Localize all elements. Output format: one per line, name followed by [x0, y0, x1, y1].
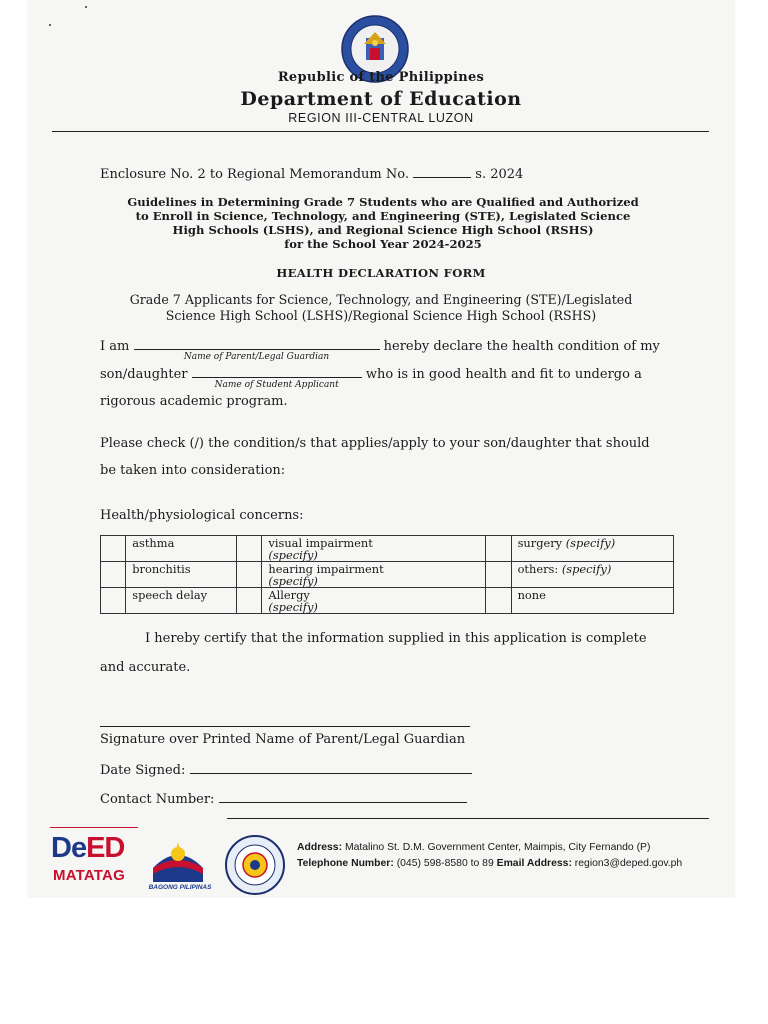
applicants-subtitle — [107, 292, 655, 324]
surgery-checkbox[interactable] — [486, 536, 511, 562]
department-heading: Department of Education — [240, 88, 522, 110]
title-line: High Schools (LSHS), and Regional Science High School (RSHS) — [172, 223, 594, 237]
son-daughter-label: son/daughter — [100, 367, 188, 382]
certify-text: I hereby certify that the information supplied in this application is complete — [145, 631, 647, 646]
i-am-label: I am — [100, 339, 130, 354]
guardian-name-field[interactable] — [134, 337, 380, 362]
bagong-pilipinas-logo-icon — [149, 838, 207, 884]
title-line: Guidelines in Determining Grade 7 Students who are Qualified and Authorized — [127, 195, 639, 209]
memo-number-blank[interactable] — [413, 165, 471, 178]
health-heading: Health/physiological concerns: — [100, 508, 304, 523]
declaration-line-1 — [100, 337, 660, 362]
date-signed-row — [100, 761, 472, 778]
signature-label: Signature over Printed Name of Parent/Legal Guardian — [100, 732, 466, 747]
title-line: to Enroll in Science, Technology, and Engineering (STE), Legislated Science — [135, 209, 631, 223]
guidelines-title — [82, 195, 684, 251]
email-link[interactable]: region3@deped.gov.ph — [574, 858, 683, 869]
scan-speck — [49, 24, 51, 26]
condition-label: bronchitis — [126, 562, 237, 588]
enclosure-prefix: Enclosure No. 2 to Regional Memorandum No. — [100, 167, 409, 182]
footer-accent-rule — [50, 827, 138, 828]
hearing-impairment-checkbox[interactable] — [237, 562, 262, 588]
condition-label: asthma — [126, 536, 237, 562]
regional-seal-icon — [224, 834, 286, 896]
email-label: Email Address: — [496, 858, 572, 869]
check-instruction: be taken into consideration: — [100, 463, 286, 478]
check-instruction: Please check (/) the condition/s that applies/apply to your son/daughter that should — [100, 436, 650, 451]
deped-logo: DeED — [51, 832, 125, 864]
footer-contact-info — [297, 840, 682, 872]
enclosure-line — [100, 165, 523, 183]
form-title: HEALTH DECLARATION FORM — [276, 266, 486, 280]
date-signed-field[interactable] — [190, 761, 472, 774]
conditions-table — [100, 535, 674, 614]
allergy-checkbox[interactable] — [237, 588, 262, 614]
republic-heading: Republic of the Philippines — [277, 70, 485, 85]
condition-label: hearing impairment (specify) — [262, 562, 486, 588]
scan-speck — [85, 6, 87, 8]
student-name-field[interactable] — [192, 365, 362, 390]
none-checkbox[interactable] — [486, 588, 511, 614]
enclosure-suffix: s. 2024 — [475, 167, 524, 182]
phone-text: (045) 598-8580 to 89 — [396, 858, 494, 869]
subtitle-line: Grade 7 Applicants for Science, Technology, and Engineering (STE)/Legislated — [129, 292, 633, 307]
speech-delay-checkbox[interactable] — [101, 588, 126, 614]
condition-label: none — [511, 588, 673, 614]
address-text: Matalino St. D.M. Government Center, Maimpis, — [344, 842, 566, 853]
visual-impairment-checkbox[interactable] — [237, 536, 262, 562]
asthma-checkbox[interactable] — [101, 536, 126, 562]
date-signed-label: Date Signed: — [100, 763, 186, 778]
rigorous-text: rigorous academic program. — [100, 394, 288, 409]
table-row — [101, 562, 674, 588]
document-page — [27, 0, 735, 898]
condition-label: Allergy (specify) — [262, 588, 486, 614]
address-label: Address: — [297, 842, 343, 853]
condition-label: surgery (specify) — [511, 536, 673, 562]
title-line: for the School Year 2024-2025 — [284, 237, 482, 251]
matatag-logo: MATATAG — [53, 867, 125, 884]
contact-number-field[interactable] — [219, 790, 467, 803]
region-heading: REGION III-CENTRAL LUZON — [288, 111, 474, 125]
contact-number-label: Contact Number: — [100, 792, 215, 807]
condition-label: speech delay — [126, 588, 237, 614]
footer-divider — [227, 818, 709, 819]
address-city: City Fernando (P) — [568, 842, 651, 853]
phone-label: Telephone Number: — [297, 858, 394, 869]
condition-label: others: (specify) — [511, 562, 673, 588]
condition-label: visual impairment (specify) — [262, 536, 486, 562]
contact-number-row — [100, 790, 467, 807]
others-checkbox[interactable] — [486, 562, 511, 588]
bagong-pilipinas-label: BAGONG PILIPINAS — [148, 884, 212, 891]
bronchitis-checkbox[interactable] — [101, 562, 126, 588]
declare-text: hereby declare the health condition of my — [383, 339, 660, 354]
student-caption: Name of Student Applicant — [214, 380, 339, 390]
table-row — [101, 588, 674, 614]
subtitle-line: Science High School (LSHS)/Regional Science High School (RSHS) — [165, 308, 597, 323]
declaration-line-2 — [100, 365, 642, 390]
table-row — [101, 536, 674, 562]
good-health-text: who is in good health and fit to undergo a — [365, 367, 642, 382]
header-divider — [52, 131, 709, 132]
guardian-caption: Name of Parent/Legal Guardian — [183, 352, 330, 362]
signature-field[interactable] — [100, 726, 470, 727]
certify-text: and accurate. — [100, 660, 191, 675]
